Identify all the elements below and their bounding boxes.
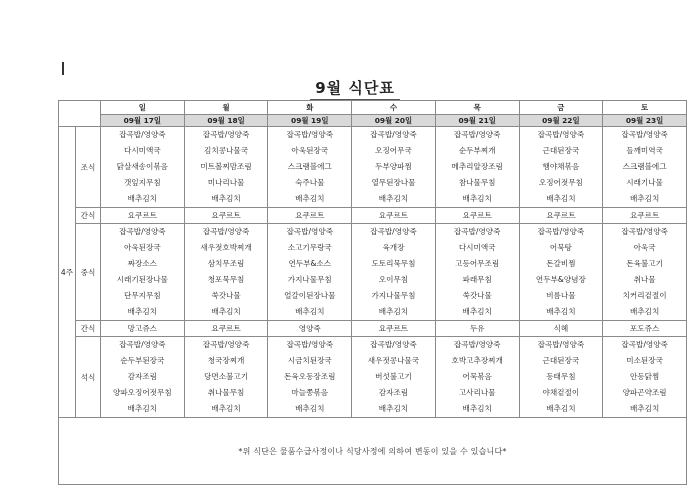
menu-item: 잡곡밥/영양죽 — [202, 340, 250, 349]
menu-item: 돈갈비찜 — [546, 259, 576, 268]
menu-item: 어묵탕 — [549, 243, 572, 252]
day-header: 목 — [435, 101, 519, 115]
menu-item: 배추김치 — [295, 194, 325, 203]
meal-plan-table — [58, 100, 687, 485]
morning_snack-cell: 요쿠르트 — [268, 208, 352, 224]
margin-mark — [62, 62, 64, 75]
corner-cell — [59, 101, 101, 127]
menu-item: 숙주나물 — [295, 178, 325, 187]
dinner-cell — [268, 337, 352, 418]
menu-item: 오징어무국 — [375, 146, 412, 155]
menu-item: 야채겉절이 — [542, 388, 580, 397]
menu-item: 김치콩나물국 — [204, 146, 249, 155]
menu-item: 배추김치 — [127, 194, 158, 203]
menu-item: 배추김치 — [127, 404, 158, 413]
disclaimer-note: *위 식단은 물품수급사정이나 식당사정에 의하여 변동이 있을 수 있습니다* — [59, 418, 687, 485]
menu-item: 취나물무침 — [207, 388, 245, 397]
menu-item: 미나리나물 — [207, 178, 245, 187]
morning_snack-row — [59, 208, 687, 224]
morning_snack-cell: 요쿠르트 — [184, 208, 268, 224]
menu-item: 청국장찌개 — [207, 356, 245, 365]
morning_snack-cell: 요쿠르트 — [435, 208, 519, 224]
menu-item: 잡곡밥/영양죽 — [370, 227, 417, 236]
menu-item: 잡곡밥/영양죽 — [453, 227, 501, 236]
menu-item: 연두부&양념장 — [535, 275, 586, 284]
afternoon_snack-label: 간식 — [76, 321, 101, 337]
menu-item: 잡곡밥/영양죽 — [621, 340, 668, 349]
menu-item: 파래무침 — [462, 275, 492, 284]
dinner-cell — [101, 337, 185, 418]
menu-item: 아욱국 — [633, 243, 656, 252]
menu-item: 스크램블에그 — [622, 162, 667, 171]
menu-item: 육개장 — [382, 243, 405, 252]
lunch-cell — [101, 224, 185, 321]
breakfast-cell — [101, 127, 185, 208]
menu-item: 어묵볶음 — [462, 372, 492, 381]
menu-item: 배추김치 — [629, 404, 660, 413]
breakfast-cell — [435, 127, 519, 208]
lunch-cell — [268, 224, 352, 321]
menu-item: 안동닭찜 — [629, 372, 660, 381]
day-header: 일 — [101, 101, 185, 115]
menu-item: 아욱된장국 — [291, 146, 329, 155]
day-header: 금 — [519, 101, 603, 115]
morning_snack-cell: 요쿠르트 — [352, 208, 436, 224]
dinner-label: 석식 — [76, 337, 101, 418]
menu-item: 순두부된장국 — [120, 356, 165, 365]
afternoon_snack-cell: 망고쥬스 — [101, 321, 185, 337]
lunch-cell — [435, 224, 519, 321]
menu-item: 잡곡밥/영양죽 — [202, 227, 250, 236]
lunch-label: 중식 — [76, 224, 101, 321]
menu-item: 치커리겉절이 — [622, 291, 667, 300]
afternoon_snack-row — [59, 321, 687, 337]
dinner-cell — [352, 337, 436, 418]
dinner-cell — [184, 337, 268, 418]
menu-item: 삼치무조림 — [207, 259, 245, 268]
day-header: 토 — [603, 101, 687, 115]
menu-item: 도토리묵무침 — [371, 259, 416, 268]
menu-item: 새우젓호박찌개 — [200, 243, 252, 252]
menu-item: 배추김치 — [127, 307, 158, 316]
day-header: 수 — [352, 101, 436, 115]
menu-item: 잡곡밥/영양죽 — [370, 340, 417, 349]
menu-item: 양파곤약조림 — [622, 388, 667, 397]
menu-item: 배추김치 — [462, 307, 492, 316]
lunch-cell — [352, 224, 436, 321]
menu-item: 쑥갓나물 — [211, 291, 241, 300]
menu-item: 배추김치 — [295, 307, 325, 316]
menu-item: 잡곡밥/영양죽 — [621, 227, 668, 236]
date-header: 09월 20일 — [352, 115, 436, 127]
dinner-cell — [519, 337, 603, 418]
menu-item: 잡곡밥/영양죽 — [119, 130, 166, 139]
menu-item: 다시미액국 — [458, 243, 496, 252]
menu-item: 쑥갓나물 — [462, 291, 492, 300]
afternoon_snack-cell: 포도쥬스 — [603, 321, 687, 337]
menu-item: 고등어무조림 — [455, 259, 500, 268]
menu-item: 시래기된장나물 — [116, 275, 169, 284]
afternoon_snack-cell: 요쿠르트 — [184, 321, 268, 337]
menu-item: 배추김치 — [546, 404, 576, 413]
menu-item: 닭살새송이볶음 — [116, 162, 169, 171]
menu-item: 당면소불고기 — [204, 372, 249, 381]
menu-item: 잡곡밥/영양죽 — [537, 130, 585, 139]
note-row — [59, 418, 687, 485]
menu-item: 잡곡밥/영양죽 — [621, 130, 668, 139]
menu-item: 감자조림 — [127, 372, 158, 381]
menu-item: 마늘쫑볶음 — [291, 388, 329, 397]
menu-item: 소고기무랑국 — [287, 243, 332, 252]
morning_snack-cell: 요쿠르트 — [519, 208, 603, 224]
menu-item: 미트볼찌맘조림 — [200, 162, 252, 171]
menu-item: 두부양파찜 — [375, 162, 412, 171]
menu-item: 햄야채볶음 — [542, 162, 580, 171]
lunch-cell — [603, 224, 687, 321]
menu-item: 배추김치 — [378, 194, 409, 203]
dinner-cell — [435, 337, 519, 418]
date-header: 09월 22일 — [519, 115, 603, 127]
lunch-row — [59, 224, 687, 321]
menu-item: 잡곡밥/영양죽 — [370, 130, 417, 139]
menu-item: 배추김치 — [462, 194, 492, 203]
breakfast-cell — [184, 127, 268, 208]
breakfast-cell — [603, 127, 687, 208]
menu-item: 잡곡밥/영양죽 — [453, 340, 501, 349]
lunch-cell — [519, 224, 603, 321]
lunch-cell — [184, 224, 268, 321]
menu-item: 잡곡밥/영양죽 — [202, 130, 250, 139]
menu-item: 가지나물무침 — [371, 291, 416, 300]
breakfast-row — [59, 127, 687, 208]
date-header-row — [59, 115, 687, 127]
menu-item: 배추김치 — [211, 307, 241, 316]
menu-item: 아욱된장국 — [124, 243, 161, 252]
afternoon_snack-cell: 식혜 — [519, 321, 603, 337]
menu-item: 연두부&소스 — [288, 259, 332, 268]
menu-item: 시금치된장국 — [287, 356, 332, 365]
menu-item: 짜장소스 — [127, 259, 158, 268]
menu-item: 잡곡밥/영양죽 — [286, 227, 334, 236]
dinner-row — [59, 337, 687, 418]
menu-item: 메추리알장조림 — [451, 162, 503, 171]
menu-item: 비름나물 — [546, 291, 576, 300]
menu-item: 근대된장국 — [542, 356, 580, 365]
menu-item: 잡곡밥/영양죽 — [119, 227, 166, 236]
menu-item: 순두부찌개 — [458, 146, 496, 155]
menu-item: 고사리나물 — [458, 388, 496, 397]
menu-item: 새우젓콩나물국 — [367, 356, 420, 365]
menu-item: 잡곡밥/영양죽 — [537, 340, 585, 349]
menu-item: 잡곡밥/영양죽 — [453, 130, 501, 139]
menu-item: 잡곡밥/영양죽 — [286, 130, 334, 139]
menu-item: 배추김치 — [378, 404, 409, 413]
menu-item: 배추김치 — [295, 404, 325, 413]
dinner-cell — [603, 337, 687, 418]
morning_snack-cell: 요쿠르트 — [603, 208, 687, 224]
menu-item: 호박고추장찌개 — [451, 356, 503, 365]
menu-item: 참나물무침 — [458, 178, 496, 187]
page-title: 9월 식단표 — [310, 77, 400, 100]
menu-item: 단무지무침 — [124, 291, 161, 300]
menu-item: 배추김치 — [211, 194, 241, 203]
date-header: 09월 17일 — [101, 115, 185, 127]
menu-item: 미소된장국 — [626, 356, 663, 365]
menu-item: 양파오징어젓무침 — [113, 388, 172, 397]
menu-item: 배추김치 — [211, 404, 241, 413]
menu-item: 잡곡밥/영양죽 — [286, 340, 334, 349]
menu-item: 배추김치 — [629, 194, 660, 203]
breakfast-label: 조식 — [76, 127, 101, 208]
menu-item: 잡곡밥/영양죽 — [119, 340, 166, 349]
menu-item: 배추김치 — [629, 307, 660, 316]
breakfast-cell — [519, 127, 603, 208]
menu-item: 잡곡밥/영양죽 — [537, 227, 585, 236]
menu-item: 배추김치 — [378, 307, 409, 316]
menu-item: 동태무침 — [546, 372, 576, 381]
menu-item: 배추김치 — [462, 404, 492, 413]
breakfast-cell — [352, 127, 436, 208]
week-label: 4주 — [59, 127, 76, 418]
day-header-row — [59, 101, 687, 115]
menu-item: 스크램블에그 — [287, 162, 332, 171]
menu-item: 취나물 — [633, 275, 656, 284]
menu-item: 다시미액국 — [124, 146, 161, 155]
morning_snack-cell: 요쿠르트 — [101, 208, 185, 224]
breakfast-cell — [268, 127, 352, 208]
menu-item: 오이무침 — [378, 275, 409, 284]
menu-item: 들깨미역국 — [626, 146, 663, 155]
menu-item: 가지나물무침 — [287, 275, 332, 284]
morning_snack-label: 간식 — [76, 208, 101, 224]
afternoon_snack-cell: 영양죽 — [268, 321, 352, 337]
menu-item: 돈육불고기 — [626, 259, 663, 268]
menu-item: 얼갈이된장나물 — [284, 291, 336, 300]
menu-item: 근대된장국 — [542, 146, 580, 155]
menu-item: 시래기나물 — [626, 178, 663, 187]
afternoon_snack-cell: 두유 — [435, 321, 519, 337]
menu-item: 오징어젓무침 — [538, 178, 583, 187]
date-header: 09월 19일 — [268, 115, 352, 127]
menu-item: 감자조림 — [378, 388, 409, 397]
date-header: 09월 21일 — [435, 115, 519, 127]
day-header: 월 — [184, 101, 268, 115]
menu-item: 버섯불고기 — [375, 372, 412, 381]
day-header: 화 — [268, 101, 352, 115]
afternoon_snack-cell: 요쿠르트 — [352, 321, 436, 337]
date-header: 09월 18일 — [184, 115, 268, 127]
menu-item: 갯잎지무침 — [124, 178, 161, 187]
menu-item: 열무된장나물 — [371, 178, 416, 187]
date-header: 09월 23일 — [603, 115, 687, 127]
menu-item: 배추김치 — [546, 194, 576, 203]
menu-item: 돈육오동장조림 — [284, 372, 336, 381]
menu-item: 배추김치 — [546, 307, 576, 316]
menu-item: 청포묵무침 — [207, 275, 245, 284]
